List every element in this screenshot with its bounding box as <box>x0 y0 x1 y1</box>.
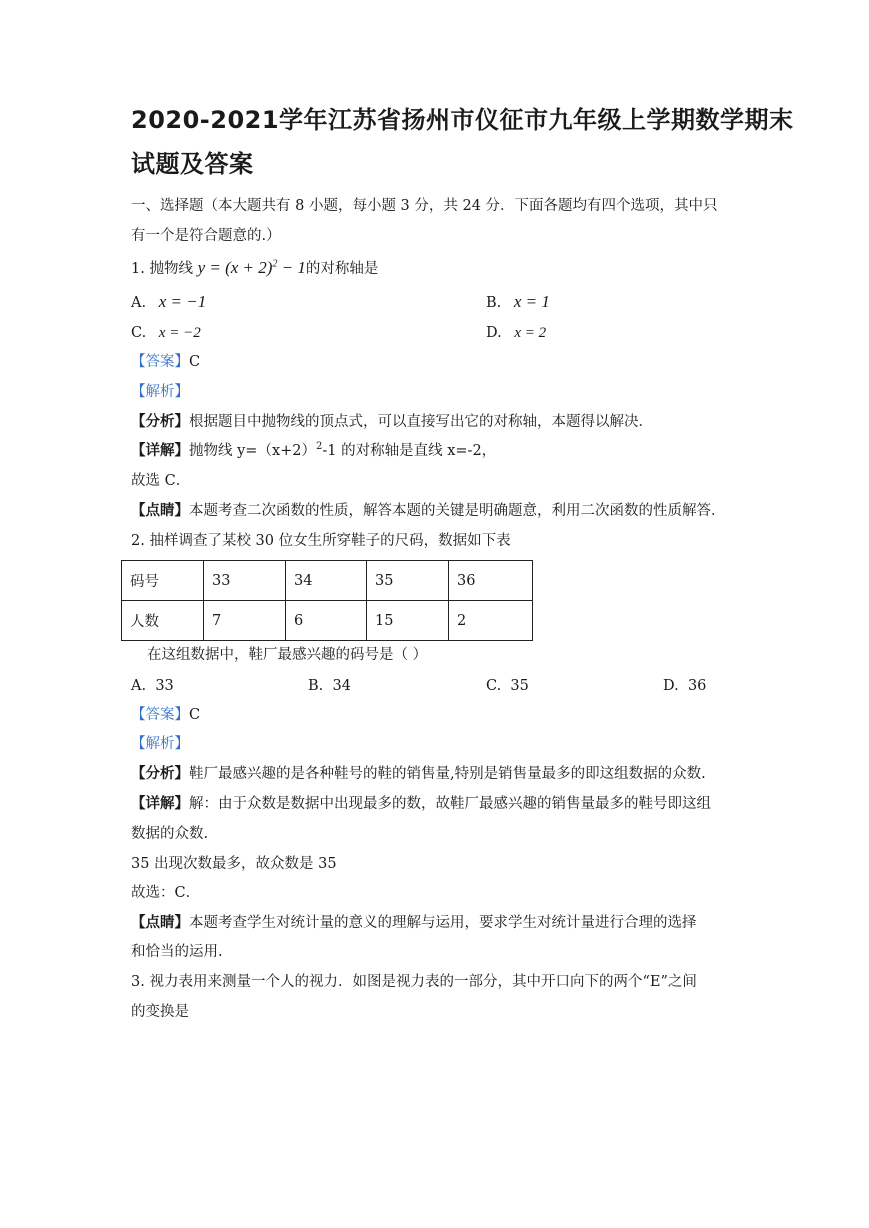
xiangjie-text-b: -1 的对称轴是直线 x=-2， <box>322 443 497 459</box>
option-label: B. <box>308 678 324 694</box>
q2-dianjing-line-1 <box>131 913 697 933</box>
q1-equation-tail: − 1 <box>277 258 306 277</box>
document-title-line-1: 2020-2021学年江苏省扬州市仪征市九年级上学期数学期末 <box>131 106 794 134</box>
dianjing-text: 本题考查二次函数的性质，解答本题的关键是明确题意，利用二次函数的性质解答． <box>189 503 726 519</box>
q2-mode-line: 35 出现次数最多，故众数是 35 <box>131 856 337 872</box>
option-label: A. <box>131 678 147 694</box>
option-value: 35 <box>510 678 529 694</box>
q2-dianjing-line-2: 和恰当的运用. <box>131 944 223 960</box>
q1-equation-base: y = (x + 2) <box>197 258 273 277</box>
table-cell: 34 <box>286 561 367 601</box>
answer-value: C <box>189 707 201 723</box>
table-cell: 人数 <box>122 601 204 641</box>
section-heading-line-2: 有一个是符合题意的.） <box>131 228 281 244</box>
table-cell: 7 <box>204 601 286 641</box>
q1-option-d <box>486 323 546 343</box>
q2-option-a <box>131 676 174 696</box>
option-label: C. <box>486 678 502 694</box>
table-cell: 15 <box>367 601 449 641</box>
option-label: C. <box>131 325 147 341</box>
q1-equation-exponent: 2 <box>272 258 278 270</box>
answer-tag: 【答案】 <box>131 707 189 723</box>
table-cell: 2 <box>449 601 533 641</box>
xiangjie-text: 解：由于众数是数据中出现最多的数，故鞋厂最感兴趣的销售量最多的鞋号即这组 <box>189 796 711 812</box>
dianjing-text: 本题考查学生对统计量的意义的理解与运用，要求学生对统计量进行合理的选择 <box>189 915 697 931</box>
fenxi-tag: 【分析】 <box>131 765 189 782</box>
q2-option-c <box>486 676 529 696</box>
option-value: x = −1 <box>158 292 207 311</box>
q1-answer <box>131 352 200 372</box>
option-value: 33 <box>155 678 174 694</box>
q1-xiangjie <box>131 441 496 461</box>
option-label: B. <box>486 295 502 311</box>
q1-prefix: 1. 抛物线 <box>131 261 193 277</box>
fenxi-text: 根据题目中抛物线的顶点式，可以直接写出它的对称轴，本题得以解决． <box>189 414 653 430</box>
q2-choose: 故选：C． <box>131 885 201 901</box>
q1-option-a <box>131 292 206 313</box>
dianjing-tag: 【点睛】 <box>131 914 189 931</box>
xiangjie-tag: 【详解】 <box>131 795 189 812</box>
q1-equation <box>198 258 306 277</box>
option-label: A. <box>131 295 147 311</box>
xiangjie-tag: 【详解】 <box>131 442 189 459</box>
xiangjie-exponent: 2 <box>316 441 323 453</box>
q1-suffix: 的对称轴是 <box>305 261 379 277</box>
q2-xiangjie-line-2: 数据的众数. <box>131 826 209 842</box>
option-label: D. <box>663 678 679 694</box>
table-row <box>122 601 533 641</box>
option-value: x = 2 <box>514 325 547 341</box>
q2-option-b <box>308 676 351 696</box>
shoe-size-table <box>121 560 533 641</box>
q1-option-b <box>486 292 550 313</box>
answer-value: C <box>189 354 201 370</box>
table-row <box>122 561 533 601</box>
q1-choose: 故选 C． <box>131 473 191 489</box>
q3-stem-line-2: 的变换是 <box>131 1004 189 1020</box>
table-cell: 36 <box>449 561 533 601</box>
q1-dianjing <box>131 501 726 521</box>
q1-analysis-tag: 【解析】 <box>131 384 189 400</box>
fenxi-text: 鞋厂最感兴趣的是各种鞋号的鞋的销售量,特别是销售量最多的即这组数据的众数. <box>189 766 706 782</box>
q1-fenxi <box>131 412 653 432</box>
dianjing-tag: 【点睛】 <box>131 502 189 519</box>
q2-question: 在这组数据中，鞋厂最感兴趣的码号是（ ） <box>147 647 428 663</box>
fenxi-tag: 【分析】 <box>131 413 189 430</box>
table-cell: 35 <box>367 561 449 601</box>
q3-stem-line-1: 3. 视力表用来测量一个人的视力．如图是视力表的一部分，其中开口向下的两个“E”之间 <box>131 974 697 990</box>
answer-tag: 【答案】 <box>131 354 189 370</box>
q2-answer <box>131 705 200 725</box>
q2-fenxi <box>131 764 706 784</box>
table-cell: 码号 <box>122 561 204 601</box>
option-value: 36 <box>687 678 707 694</box>
option-label: D. <box>486 325 502 341</box>
q1-stem <box>131 258 378 279</box>
xiangjie-text-a: 抛物线 y=（x+2） <box>189 443 317 459</box>
q2-option-d <box>663 676 706 696</box>
section-heading-line-1: 一、选择题（本大题共有 8 小题，每小题 3 分，共 24 分．下面各题均有四个选项，其中只 <box>131 198 718 214</box>
option-value: x = −2 <box>158 325 201 341</box>
table-cell: 6 <box>286 601 367 641</box>
table-cell: 33 <box>204 561 286 601</box>
q2-stem: 2. 抽样调查了某校 30 位女生所穿鞋子的尺码，数据如下表 <box>131 533 511 549</box>
option-value: x = 1 <box>513 292 550 311</box>
document-title-line-2: 试题及答案 <box>131 150 254 178</box>
q2-xiangjie-line-1 <box>131 794 711 814</box>
option-value: 34 <box>332 678 351 694</box>
q2-analysis-tag: 【解析】 <box>131 736 189 752</box>
q1-option-c <box>131 323 201 343</box>
